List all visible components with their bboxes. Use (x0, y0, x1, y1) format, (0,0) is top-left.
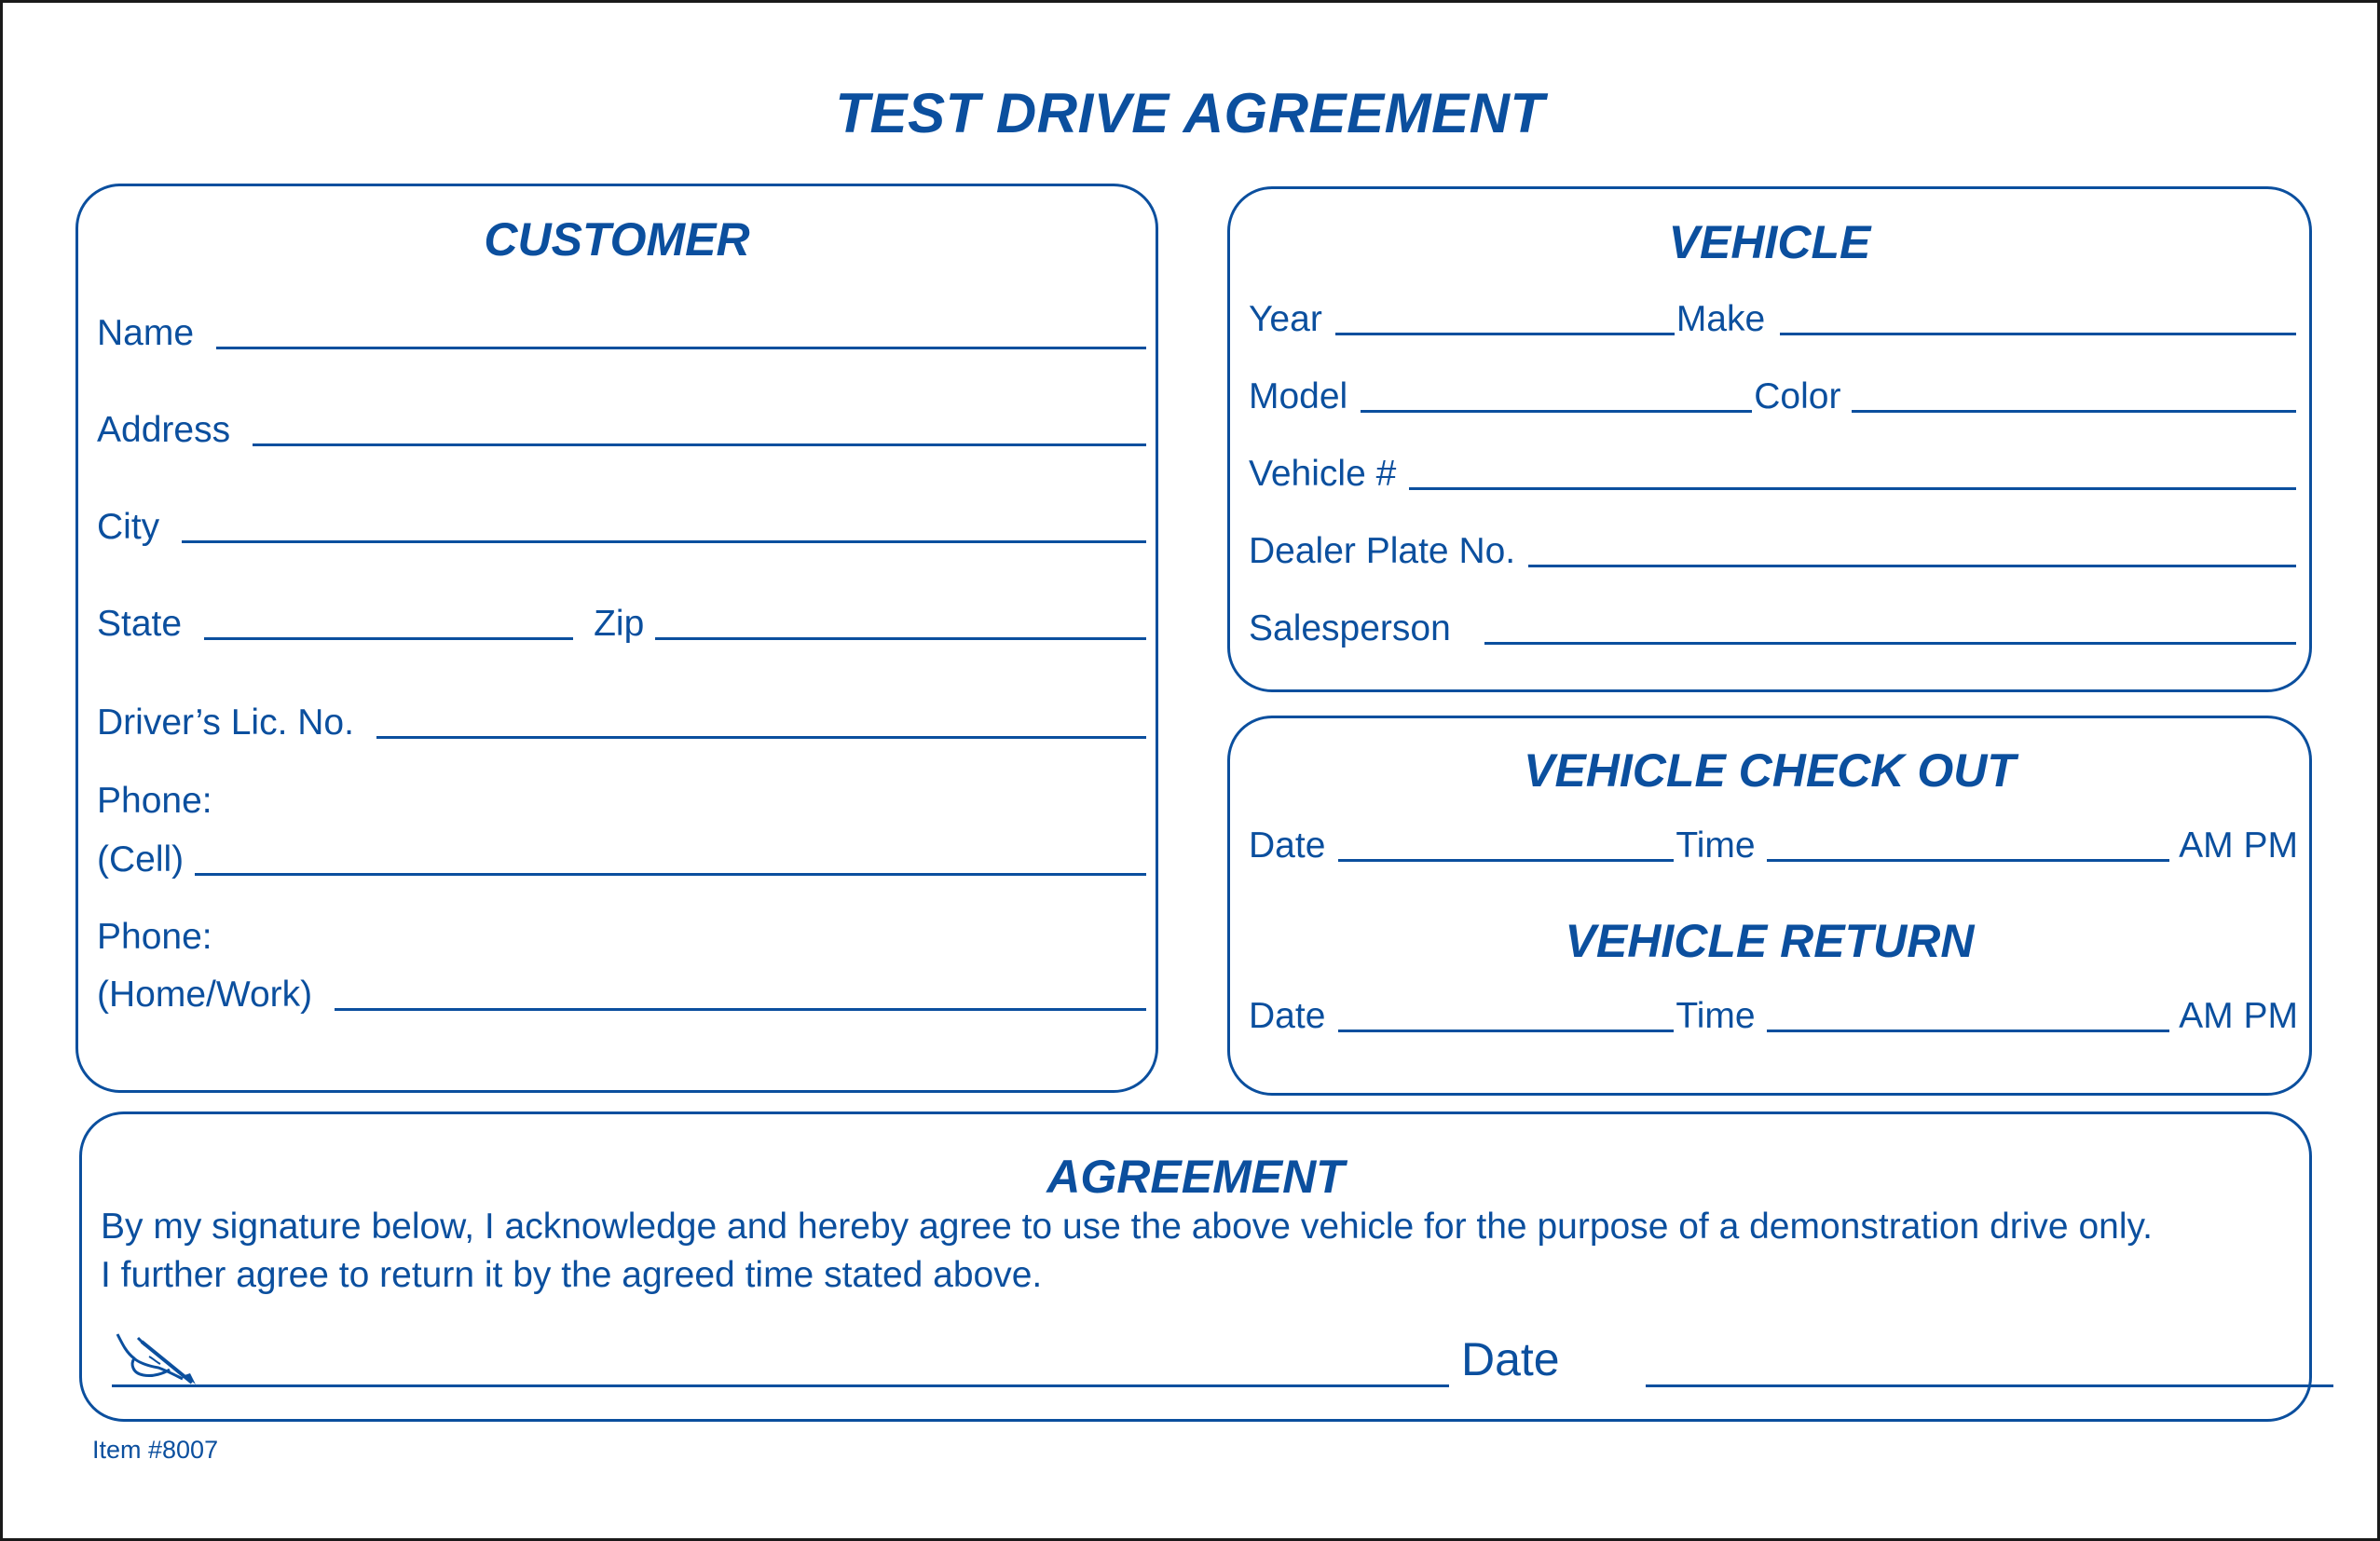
dealer-plate-field[interactable] (1528, 565, 2296, 567)
color-field[interactable] (1852, 410, 2296, 413)
model-color-row (1249, 378, 2296, 415)
return-am-pm[interactable]: AM PM (2179, 996, 2298, 1036)
year-field[interactable] (1335, 333, 1675, 335)
salesperson-row (1249, 610, 2296, 647)
cell-phone-row (97, 841, 1146, 878)
zip-label: Zip (594, 604, 645, 644)
home-work-label: (Home/Work) (97, 975, 313, 1015)
cell-phone-label: Phone: (97, 781, 212, 821)
zip-field[interactable] (655, 637, 1146, 640)
signature-field[interactable] (112, 1384, 1449, 1387)
form-title: TEST DRIVE AGREEMENT (835, 82, 1545, 144)
home-work-phone-field[interactable] (335, 1008, 1146, 1011)
customer-panel (75, 184, 1158, 1093)
license-row (97, 704, 1146, 741)
return-time-label: Time (1676, 996, 1756, 1036)
checkout-date-label: Date (1249, 825, 1326, 866)
address-label: Address (97, 410, 231, 450)
year-make-row (1249, 301, 2296, 337)
model-label: Model (1249, 376, 1348, 416)
state-zip-row (97, 606, 1146, 642)
signature-date-field[interactable] (1646, 1384, 2333, 1387)
agreement-panel (79, 1111, 2312, 1422)
name-label: Name (97, 313, 195, 353)
year-label: Year (1249, 299, 1322, 339)
name-row (97, 315, 1146, 351)
state-field[interactable] (204, 637, 573, 640)
agreement-text (101, 1203, 2291, 1300)
color-label: Color (1754, 376, 1841, 416)
state-label: State (97, 604, 183, 644)
agreement-heading: AGREEMENT (1046, 1151, 1345, 1203)
return-date-label: Date (1249, 996, 1326, 1036)
vehicle-no-field[interactable] (1409, 487, 2296, 490)
agreement-line-1: By my signature below, I acknowledge and hereby agree to use the above vehicle for the purpose of a demonstration drive only. (101, 1207, 2153, 1247)
vehicle-heading: VEHICLE (1668, 216, 1871, 268)
return-heading: VEHICLE RETURN (1565, 915, 1975, 967)
agreement-line-2: I further agree to return it by the agreed time stated above. (101, 1255, 1043, 1295)
salesperson-field[interactable] (1484, 642, 2296, 645)
cell-label: (Cell) (97, 839, 185, 880)
make-field[interactable] (1780, 333, 2296, 335)
signature-date-label: Date (1461, 1333, 1560, 1385)
cell-phone-field[interactable] (195, 873, 1146, 876)
checkout-am-pm[interactable]: AM PM (2179, 825, 2298, 866)
home-phone-label: Phone: (97, 917, 212, 957)
return-time-field[interactable] (1767, 1030, 2170, 1032)
name-field[interactable] (216, 347, 1146, 349)
return-date-field[interactable] (1338, 1030, 1674, 1032)
return-row (1249, 998, 2298, 1034)
pen-signing-icon (110, 1321, 203, 1386)
vehicle-no-row (1249, 456, 2296, 492)
vehicle-no-label: Vehicle # (1249, 454, 1397, 494)
checkout-heading: VEHICLE CHECK OUT (1524, 744, 2016, 797)
city-row (97, 509, 1146, 545)
model-field[interactable] (1361, 410, 1752, 413)
checkout-date-field[interactable] (1338, 859, 1674, 862)
address-field[interactable] (253, 443, 1146, 446)
item-number: Item #8007 (92, 1436, 219, 1464)
checkout-time-label: Time (1676, 825, 1756, 866)
dealer-plate-row (1249, 533, 2296, 569)
city-label: City (97, 507, 160, 547)
vehicle-panel (1227, 186, 2312, 692)
customer-heading: CUSTOMER (484, 213, 750, 266)
make-label: Make (1676, 299, 1766, 339)
address-row (97, 412, 1146, 448)
home-phone-row (97, 976, 1146, 1013)
checkout-return-panel (1227, 716, 2312, 1096)
salesperson-label: Salesperson (1249, 608, 1451, 648)
checkout-time-field[interactable] (1767, 859, 2170, 862)
license-label: Driver’s Lic. No. (97, 702, 354, 743)
dealer-plate-label: Dealer Plate No. (1249, 531, 1516, 571)
city-field[interactable] (182, 540, 1146, 543)
license-field[interactable] (376, 736, 1146, 739)
checkout-row (1249, 827, 2298, 864)
